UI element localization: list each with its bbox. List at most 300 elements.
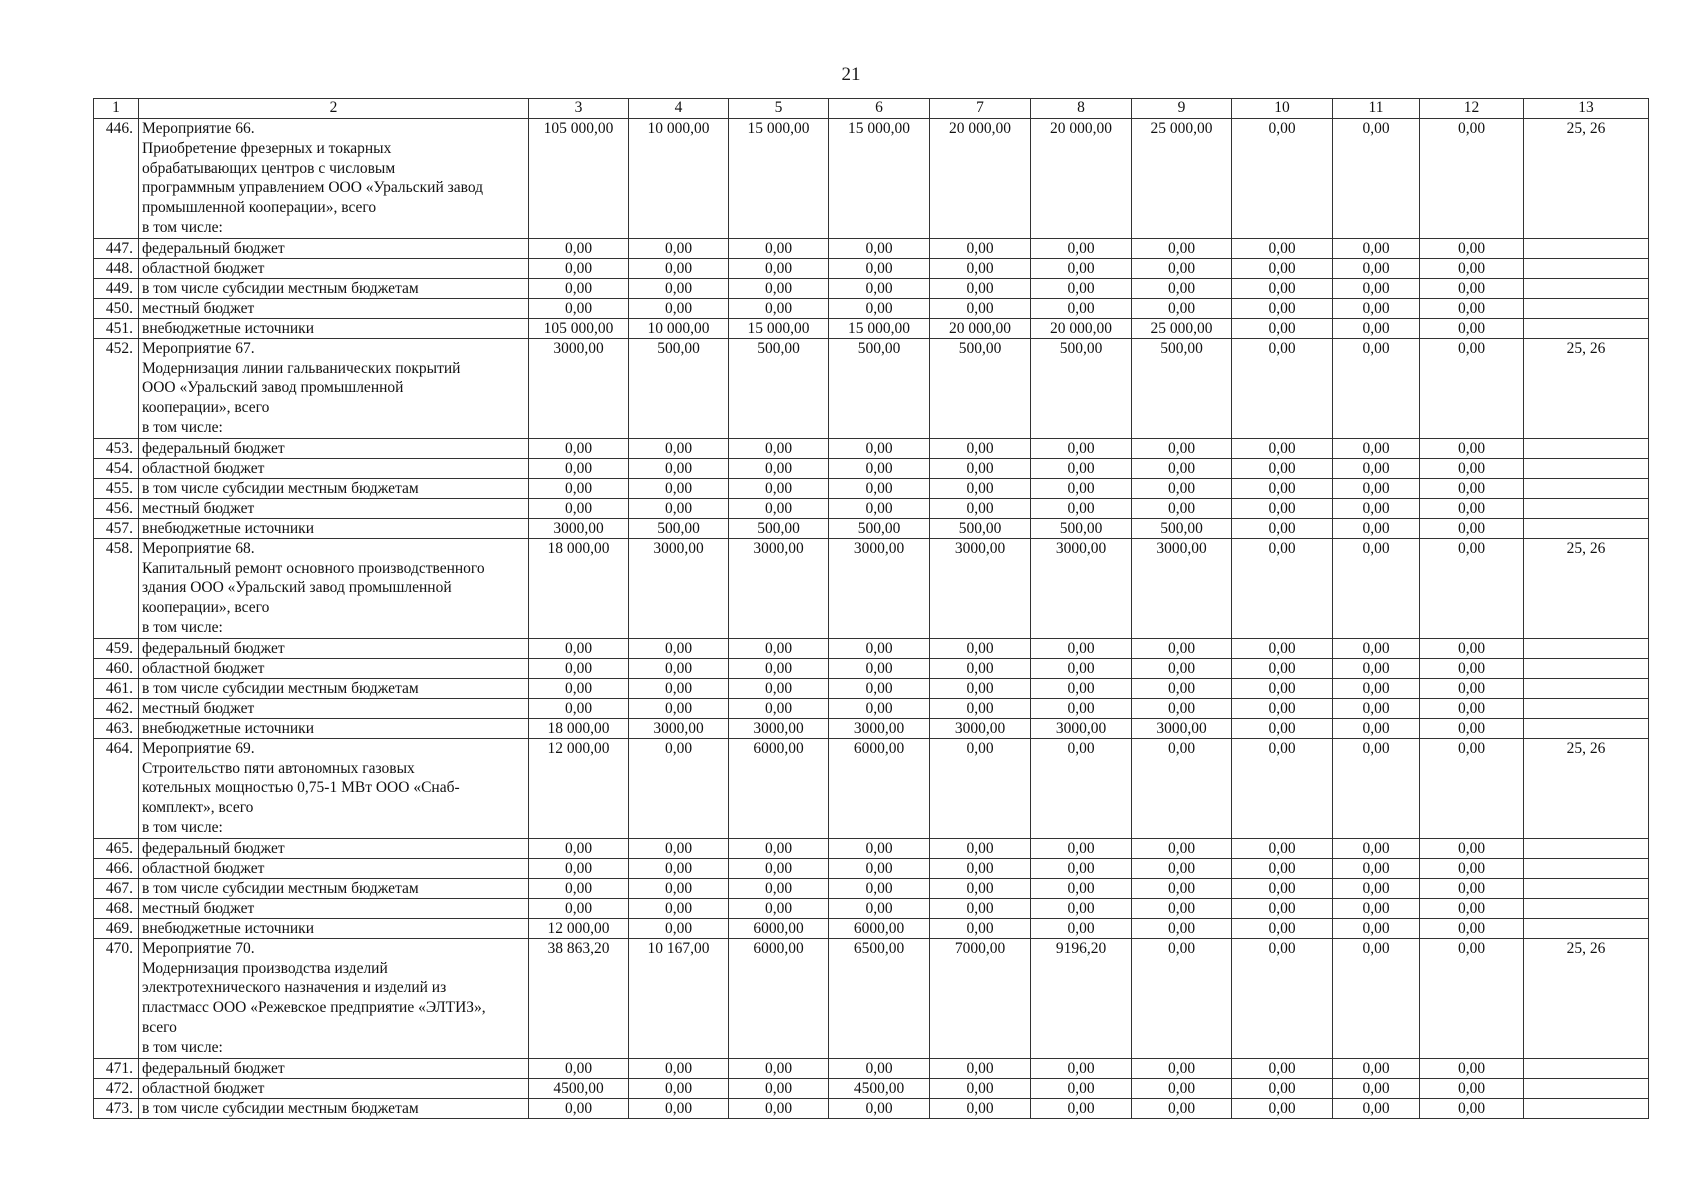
value-cell: 0,00 bbox=[930, 678, 1031, 698]
description-line: местный бюджет bbox=[142, 899, 255, 917]
value-cell: 0,00 bbox=[1420, 738, 1524, 838]
value-cell: 0,00 bbox=[1232, 338, 1333, 438]
description-line: пластмасс ООО «Режевское предприятие «ЭЛТИЗ», bbox=[142, 999, 486, 1017]
value-cell: 500,00 bbox=[1132, 518, 1232, 538]
description-line: внебюджетные источники bbox=[142, 519, 314, 537]
row-number: 446. bbox=[94, 119, 139, 239]
table-row bbox=[94, 538, 1649, 638]
value-cell: 0,00 bbox=[1031, 658, 1132, 678]
value-cell: 0,00 bbox=[529, 478, 629, 498]
target-indicators-cell: 25, 26 bbox=[1524, 119, 1649, 239]
target-indicators-cell bbox=[1524, 638, 1649, 658]
value-cell: 20 000,00 bbox=[1031, 119, 1132, 239]
description-line: областной бюджет bbox=[142, 1079, 265, 1097]
value-cell: 0,00 bbox=[829, 438, 930, 458]
value-cell: 0,00 bbox=[1132, 438, 1232, 458]
table-row bbox=[94, 438, 1649, 458]
description-line: в том числе: bbox=[142, 1038, 223, 1056]
page-number: 21 bbox=[841, 64, 861, 85]
value-cell: 0,00 bbox=[1232, 838, 1333, 858]
value-cell: 18 000,00 bbox=[529, 538, 629, 638]
value-cell: 0,00 bbox=[1333, 119, 1420, 239]
description-line: внебюджетные источники bbox=[142, 319, 314, 337]
value-cell: 0,00 bbox=[1333, 498, 1420, 518]
description-line: федеральный бюджет bbox=[142, 839, 285, 857]
row-description bbox=[139, 258, 529, 278]
row-description bbox=[139, 858, 529, 878]
value-cell: 0,00 bbox=[1420, 938, 1524, 1058]
value-cell: 3000,00 bbox=[930, 718, 1031, 738]
value-cell: 4500,00 bbox=[529, 1078, 629, 1098]
value-cell: 0,00 bbox=[1333, 518, 1420, 538]
value-cell: 0,00 bbox=[1031, 278, 1132, 298]
value-cell: 0,00 bbox=[629, 1058, 729, 1078]
target-indicators-cell bbox=[1524, 298, 1649, 318]
value-cell: 0,00 bbox=[829, 278, 930, 298]
value-cell: 0,00 bbox=[1333, 278, 1420, 298]
column-header: 9 bbox=[1132, 99, 1232, 119]
value-cell: 0,00 bbox=[1031, 898, 1132, 918]
value-cell: 0,00 bbox=[930, 278, 1031, 298]
value-cell: 12 000,00 bbox=[529, 738, 629, 838]
value-cell: 0,00 bbox=[1232, 538, 1333, 638]
value-cell: 0,00 bbox=[1420, 698, 1524, 718]
value-cell: 0,00 bbox=[930, 698, 1031, 718]
description-line: в том числе субсидии местным бюджетам bbox=[142, 1099, 419, 1117]
value-cell: 0,00 bbox=[1420, 918, 1524, 938]
row-number: 459. bbox=[94, 638, 139, 658]
description-line: федеральный бюджет bbox=[142, 239, 285, 257]
value-cell: 0,00 bbox=[529, 258, 629, 278]
target-indicators-cell bbox=[1524, 518, 1649, 538]
description-line: в том числе субсидии местным бюджетам bbox=[142, 479, 419, 497]
row-description bbox=[139, 918, 529, 938]
row-number: 465. bbox=[94, 838, 139, 858]
description-line: в том числе: bbox=[142, 418, 223, 436]
target-indicators-cell bbox=[1524, 1098, 1649, 1118]
value-cell: 0,00 bbox=[1232, 438, 1333, 458]
value-cell: 0,00 bbox=[1333, 1098, 1420, 1118]
row-number: 455. bbox=[94, 478, 139, 498]
value-cell: 4500,00 bbox=[829, 1078, 930, 1098]
target-indicators-cell: 25, 26 bbox=[1524, 338, 1649, 438]
row-description bbox=[139, 898, 529, 918]
row-number: 473. bbox=[94, 1098, 139, 1118]
value-cell: 0,00 bbox=[1333, 638, 1420, 658]
value-cell: 25 000,00 bbox=[1132, 119, 1232, 239]
value-cell: 500,00 bbox=[930, 338, 1031, 438]
value-cell: 0,00 bbox=[629, 278, 729, 298]
value-cell: 500,00 bbox=[729, 518, 829, 538]
value-cell: 0,00 bbox=[1420, 678, 1524, 698]
value-cell: 20 000,00 bbox=[930, 318, 1031, 338]
value-cell: 500,00 bbox=[829, 518, 930, 538]
value-cell: 0,00 bbox=[930, 638, 1031, 658]
value-cell: 0,00 bbox=[1420, 458, 1524, 478]
target-indicators-cell: 25, 26 bbox=[1524, 538, 1649, 638]
value-cell: 20 000,00 bbox=[1031, 318, 1132, 338]
value-cell: 0,00 bbox=[1132, 1058, 1232, 1078]
table-row bbox=[94, 278, 1649, 298]
value-cell: 0,00 bbox=[1232, 518, 1333, 538]
description-line: областной бюджет bbox=[142, 859, 265, 877]
value-cell: 0,00 bbox=[1031, 1058, 1132, 1078]
description-line: ООО «Уральский завод промышленной bbox=[142, 379, 404, 397]
description-line: обрабатывающих центров с числовым bbox=[142, 159, 396, 177]
value-cell: 0,00 bbox=[1132, 638, 1232, 658]
table-row bbox=[94, 1078, 1649, 1098]
value-cell: 0,00 bbox=[1333, 898, 1420, 918]
value-cell: 0,00 bbox=[1420, 658, 1524, 678]
description-line: кооперации», всего bbox=[142, 399, 270, 417]
target-indicators-cell bbox=[1524, 458, 1649, 478]
description-line: котельных мощностью 0,75-1 МВт ООО «Снаб- bbox=[142, 779, 460, 797]
value-cell: 3000,00 bbox=[1031, 538, 1132, 638]
value-cell: 3000,00 bbox=[729, 718, 829, 738]
target-indicators-cell bbox=[1524, 1078, 1649, 1098]
value-cell: 0,00 bbox=[729, 1058, 829, 1078]
value-cell: 0,00 bbox=[529, 878, 629, 898]
row-description bbox=[139, 738, 529, 838]
value-cell: 0,00 bbox=[930, 258, 1031, 278]
value-cell: 0,00 bbox=[829, 678, 930, 698]
row-number: 468. bbox=[94, 898, 139, 918]
target-indicators-cell bbox=[1524, 718, 1649, 738]
table-row bbox=[94, 838, 1649, 858]
value-cell: 0,00 bbox=[629, 438, 729, 458]
value-cell: 0,00 bbox=[1420, 238, 1524, 258]
value-cell: 0,00 bbox=[829, 238, 930, 258]
value-cell: 0,00 bbox=[529, 438, 629, 458]
value-cell: 0,00 bbox=[1333, 238, 1420, 258]
value-cell: 0,00 bbox=[1333, 438, 1420, 458]
value-cell: 0,00 bbox=[729, 478, 829, 498]
value-cell: 0,00 bbox=[1031, 738, 1132, 838]
value-cell: 0,00 bbox=[1132, 458, 1232, 478]
value-cell: 0,00 bbox=[1031, 838, 1132, 858]
table-row bbox=[94, 318, 1649, 338]
value-cell: 0,00 bbox=[1232, 278, 1333, 298]
value-cell: 0,00 bbox=[930, 918, 1031, 938]
value-cell: 0,00 bbox=[1132, 258, 1232, 278]
value-cell: 3000,00 bbox=[529, 338, 629, 438]
target-indicators-cell bbox=[1524, 878, 1649, 898]
value-cell: 0,00 bbox=[1333, 458, 1420, 478]
target-indicators-cell bbox=[1524, 278, 1649, 298]
row-description bbox=[139, 498, 529, 518]
value-cell: 0,00 bbox=[629, 678, 729, 698]
value-cell: 0,00 bbox=[1132, 278, 1232, 298]
description-line: местный бюджет bbox=[142, 299, 255, 317]
row-description bbox=[139, 838, 529, 858]
value-cell: 0,00 bbox=[1420, 878, 1524, 898]
table-body bbox=[94, 119, 1649, 1119]
description-line: Мероприятие 68. bbox=[142, 539, 255, 557]
value-cell: 0,00 bbox=[930, 458, 1031, 478]
value-cell: 0,00 bbox=[1232, 498, 1333, 518]
description-line: в том числе субсидии местным бюджетам bbox=[142, 679, 419, 697]
value-cell: 0,00 bbox=[529, 1058, 629, 1078]
value-cell: 500,00 bbox=[629, 518, 729, 538]
value-cell: 0,00 bbox=[1232, 678, 1333, 698]
row-number: 463. bbox=[94, 718, 139, 738]
value-cell: 0,00 bbox=[529, 898, 629, 918]
value-cell: 0,00 bbox=[1333, 838, 1420, 858]
value-cell: 0,00 bbox=[930, 1078, 1031, 1098]
value-cell: 0,00 bbox=[629, 298, 729, 318]
table-row bbox=[94, 858, 1649, 878]
row-description bbox=[139, 338, 529, 438]
target-indicators-cell: 25, 26 bbox=[1524, 738, 1649, 838]
value-cell: 0,00 bbox=[829, 478, 930, 498]
row-number: 457. bbox=[94, 518, 139, 538]
value-cell: 0,00 bbox=[1232, 478, 1333, 498]
value-cell: 0,00 bbox=[1031, 878, 1132, 898]
value-cell: 0,00 bbox=[629, 838, 729, 858]
value-cell: 0,00 bbox=[729, 458, 829, 478]
value-cell: 0,00 bbox=[729, 498, 829, 518]
value-cell: 0,00 bbox=[529, 298, 629, 318]
column-header: 12 bbox=[1420, 99, 1524, 119]
row-number: 461. bbox=[94, 678, 139, 698]
value-cell: 0,00 bbox=[1232, 458, 1333, 478]
value-cell: 10 167,00 bbox=[629, 938, 729, 1058]
value-cell: 0,00 bbox=[1031, 638, 1132, 658]
column-header: 5 bbox=[729, 99, 829, 119]
row-description bbox=[139, 318, 529, 338]
value-cell: 500,00 bbox=[1031, 338, 1132, 438]
description-line: в том числе субсидии местным бюджетам bbox=[142, 879, 419, 897]
value-cell: 0,00 bbox=[1420, 1098, 1524, 1118]
description-line: Модернизация линии гальванических покрытий bbox=[142, 359, 461, 377]
row-description bbox=[139, 698, 529, 718]
target-indicators-cell bbox=[1524, 658, 1649, 678]
value-cell: 0,00 bbox=[930, 1098, 1031, 1118]
value-cell: 0,00 bbox=[729, 878, 829, 898]
value-cell: 0,00 bbox=[1132, 658, 1232, 678]
row-description bbox=[139, 438, 529, 458]
value-cell: 0,00 bbox=[629, 258, 729, 278]
value-cell: 0,00 bbox=[829, 838, 930, 858]
value-cell: 500,00 bbox=[629, 338, 729, 438]
value-cell: 0,00 bbox=[529, 1098, 629, 1118]
value-cell: 0,00 bbox=[729, 258, 829, 278]
row-number: 471. bbox=[94, 1058, 139, 1078]
value-cell: 0,00 bbox=[1132, 238, 1232, 258]
value-cell: 0,00 bbox=[729, 858, 829, 878]
row-description bbox=[139, 1078, 529, 1098]
value-cell: 9196,20 bbox=[1031, 938, 1132, 1058]
value-cell: 3000,00 bbox=[729, 538, 829, 638]
value-cell: 0,00 bbox=[629, 1078, 729, 1098]
row-number: 472. bbox=[94, 1078, 139, 1098]
value-cell: 0,00 bbox=[1420, 278, 1524, 298]
column-header: 13 bbox=[1524, 99, 1649, 119]
row-number: 470. bbox=[94, 938, 139, 1058]
description-line: областной бюджет bbox=[142, 259, 265, 277]
value-cell: 0,00 bbox=[1031, 918, 1132, 938]
value-cell: 0,00 bbox=[1232, 1078, 1333, 1098]
value-cell: 0,00 bbox=[1232, 298, 1333, 318]
value-cell: 0,00 bbox=[1333, 1078, 1420, 1098]
value-cell: 0,00 bbox=[1031, 1098, 1132, 1118]
value-cell: 0,00 bbox=[729, 838, 829, 858]
value-cell: 3000,00 bbox=[629, 538, 729, 638]
description-line: внебюджетные источники bbox=[142, 719, 314, 737]
table-row bbox=[94, 1058, 1649, 1078]
column-header: 6 bbox=[829, 99, 930, 119]
description-line: комплект», всего bbox=[142, 799, 254, 817]
value-cell: 0,00 bbox=[1232, 238, 1333, 258]
description-line: местный бюджет bbox=[142, 699, 255, 717]
row-description bbox=[139, 119, 529, 239]
value-cell: 15 000,00 bbox=[729, 318, 829, 338]
value-cell: 0,00 bbox=[1232, 938, 1333, 1058]
value-cell: 0,00 bbox=[1232, 1098, 1333, 1118]
value-cell: 0,00 bbox=[1420, 318, 1524, 338]
column-header: 3 bbox=[529, 99, 629, 119]
value-cell: 0,00 bbox=[1232, 898, 1333, 918]
value-cell: 38 863,20 bbox=[529, 938, 629, 1058]
target-indicators-cell bbox=[1524, 478, 1649, 498]
row-description bbox=[139, 878, 529, 898]
row-description bbox=[139, 638, 529, 658]
value-cell: 0,00 bbox=[1420, 898, 1524, 918]
target-indicators-cell bbox=[1524, 918, 1649, 938]
value-cell: 0,00 bbox=[1132, 878, 1232, 898]
target-indicators-cell bbox=[1524, 258, 1649, 278]
value-cell: 6000,00 bbox=[729, 738, 829, 838]
description-line: Приобретение фрезерных и токарных bbox=[142, 139, 392, 157]
value-cell: 0,00 bbox=[829, 878, 930, 898]
target-indicators-cell bbox=[1524, 318, 1649, 338]
value-cell: 0,00 bbox=[1031, 298, 1132, 318]
row-description bbox=[139, 678, 529, 698]
row-number: 464. bbox=[94, 738, 139, 838]
description-line: в том числе: bbox=[142, 218, 223, 236]
table-row bbox=[94, 918, 1649, 938]
row-description bbox=[139, 298, 529, 318]
value-cell: 0,00 bbox=[1420, 858, 1524, 878]
value-cell: 0,00 bbox=[529, 278, 629, 298]
value-cell: 0,00 bbox=[529, 238, 629, 258]
value-cell: 0,00 bbox=[1232, 258, 1333, 278]
value-cell: 0,00 bbox=[1333, 258, 1420, 278]
value-cell: 0,00 bbox=[1333, 298, 1420, 318]
value-cell: 0,00 bbox=[1132, 858, 1232, 878]
value-cell: 0,00 bbox=[729, 898, 829, 918]
value-cell: 0,00 bbox=[930, 498, 1031, 518]
column-header: 4 bbox=[629, 99, 729, 119]
description-line: областной бюджет bbox=[142, 659, 265, 677]
value-cell: 0,00 bbox=[1333, 698, 1420, 718]
description-line: Мероприятие 67. bbox=[142, 339, 255, 357]
value-cell: 0,00 bbox=[1132, 298, 1232, 318]
value-cell: 0,00 bbox=[629, 898, 729, 918]
value-cell: 0,00 bbox=[1420, 638, 1524, 658]
value-cell: 0,00 bbox=[1420, 498, 1524, 518]
value-cell: 0,00 bbox=[1420, 718, 1524, 738]
value-cell: 15 000,00 bbox=[829, 318, 930, 338]
value-cell: 15 000,00 bbox=[729, 119, 829, 239]
row-description bbox=[139, 658, 529, 678]
value-cell: 0,00 bbox=[1031, 678, 1132, 698]
target-indicators-cell bbox=[1524, 678, 1649, 698]
description-line: Мероприятие 66. bbox=[142, 120, 255, 137]
value-cell: 0,00 bbox=[1232, 119, 1333, 239]
value-cell: 0,00 bbox=[1132, 918, 1232, 938]
target-indicators-cell bbox=[1524, 698, 1649, 718]
value-cell: 105 000,00 bbox=[529, 318, 629, 338]
value-cell: 500,00 bbox=[729, 338, 829, 438]
row-number: 469. bbox=[94, 918, 139, 938]
description-line: Капитальный ремонт основного производственного bbox=[142, 559, 485, 577]
row-number: 467. bbox=[94, 878, 139, 898]
description-line: федеральный бюджет bbox=[142, 639, 285, 657]
row-number: 453. bbox=[94, 438, 139, 458]
description-line: местный бюджет bbox=[142, 499, 255, 517]
value-cell: 0,00 bbox=[1333, 938, 1420, 1058]
table-row bbox=[94, 518, 1649, 538]
value-cell: 0,00 bbox=[1333, 338, 1420, 438]
value-cell: 3000,00 bbox=[529, 518, 629, 538]
value-cell: 0,00 bbox=[930, 298, 1031, 318]
value-cell: 0,00 bbox=[529, 498, 629, 518]
column-header: 8 bbox=[1031, 99, 1132, 119]
row-description bbox=[139, 478, 529, 498]
value-cell: 0,00 bbox=[930, 838, 1031, 858]
description-line: Модернизация производства изделий bbox=[142, 959, 388, 977]
value-cell: 0,00 bbox=[829, 898, 930, 918]
value-cell: 0,00 bbox=[529, 658, 629, 678]
value-cell: 3000,00 bbox=[829, 718, 930, 738]
value-cell: 0,00 bbox=[1333, 918, 1420, 938]
value-cell: 0,00 bbox=[829, 638, 930, 658]
value-cell: 0,00 bbox=[1420, 258, 1524, 278]
value-cell: 0,00 bbox=[529, 838, 629, 858]
row-number: 447. bbox=[94, 238, 139, 258]
value-cell: 0,00 bbox=[930, 1058, 1031, 1078]
table-row bbox=[94, 498, 1649, 518]
value-cell: 500,00 bbox=[930, 518, 1031, 538]
value-cell: 0,00 bbox=[1333, 718, 1420, 738]
value-cell: 0,00 bbox=[1031, 1078, 1132, 1098]
value-cell: 0,00 bbox=[1420, 119, 1524, 239]
column-header: 1 bbox=[94, 99, 139, 119]
description-line: кооперации», всего bbox=[142, 599, 270, 617]
budget-table bbox=[93, 98, 1649, 1119]
value-cell: 3000,00 bbox=[1132, 538, 1232, 638]
row-number: 448. bbox=[94, 258, 139, 278]
column-header: 11 bbox=[1333, 99, 1420, 119]
description-line: Мероприятие 70. bbox=[142, 939, 255, 957]
row-number: 451. bbox=[94, 318, 139, 338]
value-cell: 0,00 bbox=[1132, 1078, 1232, 1098]
table-row bbox=[94, 698, 1649, 718]
table-row bbox=[94, 898, 1649, 918]
value-cell: 0,00 bbox=[1232, 738, 1333, 838]
value-cell: 7000,00 bbox=[930, 938, 1031, 1058]
value-cell: 0,00 bbox=[829, 1098, 930, 1118]
description-line: в том числе: bbox=[142, 818, 223, 836]
value-cell: 0,00 bbox=[629, 638, 729, 658]
value-cell: 0,00 bbox=[629, 238, 729, 258]
value-cell: 0,00 bbox=[1232, 918, 1333, 938]
table-row bbox=[94, 638, 1649, 658]
value-cell: 0,00 bbox=[1132, 938, 1232, 1058]
value-cell: 10 000,00 bbox=[629, 318, 729, 338]
row-number: 452. bbox=[94, 338, 139, 438]
